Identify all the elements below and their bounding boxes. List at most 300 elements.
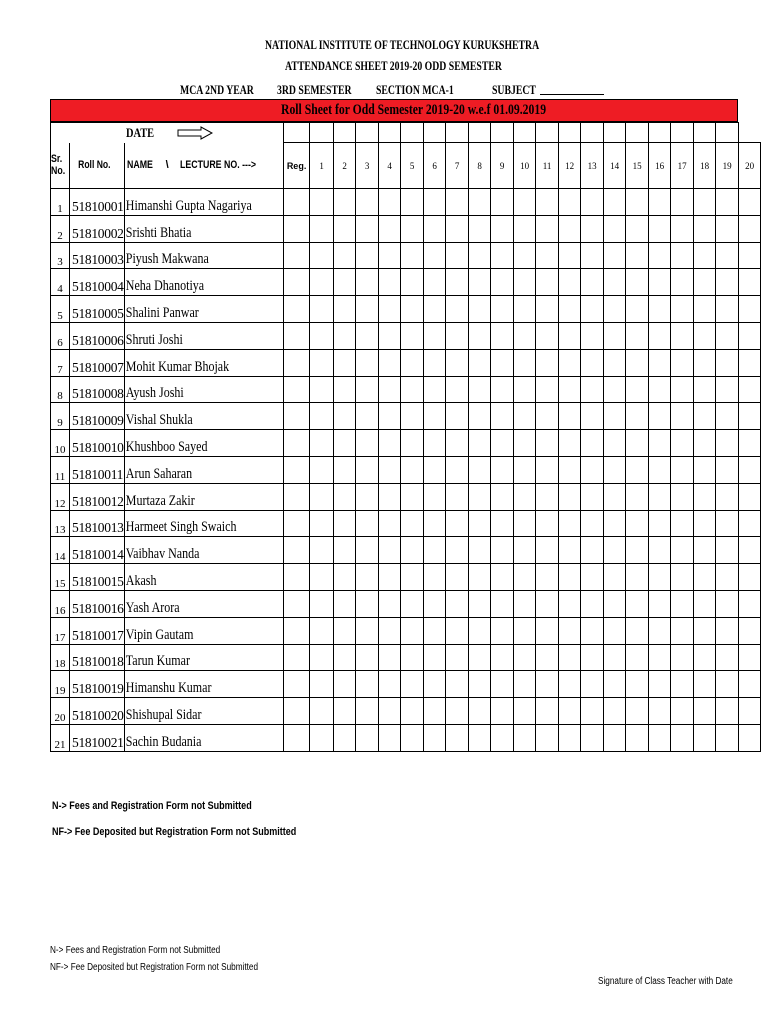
attendance-cell[interactable] [649,564,671,591]
attendance-cell[interactable] [334,242,356,269]
attendance-cell[interactable] [604,483,626,510]
attendance-cell[interactable] [536,456,559,483]
attendance-cell[interactable] [310,724,334,751]
attendance-cell[interactable] [491,215,514,242]
attendance-cell[interactable] [649,403,671,430]
attendance-cell[interactable] [491,189,514,216]
attendance-cell[interactable] [334,189,356,216]
attendance-cell[interactable] [581,430,604,457]
attendance-cell[interactable] [671,564,694,591]
attendance-cell[interactable] [694,510,716,537]
attendance-cell[interactable] [649,590,671,617]
attendance-cell[interactable] [446,215,469,242]
attendance-cell[interactable] [469,510,491,537]
attendance-cell[interactable] [694,269,716,296]
attendance-cell[interactable] [334,671,356,698]
attendance-cell[interactable] [581,189,604,216]
attendance-cell[interactable] [626,537,649,564]
attendance-cell[interactable] [536,269,559,296]
attendance-cell[interactable] [671,189,694,216]
attendance-cell[interactable] [716,564,739,591]
attendance-cell[interactable] [559,322,581,349]
attendance-cell[interactable] [514,215,536,242]
attendance-cell[interactable] [559,564,581,591]
attendance-cell[interactable] [446,349,469,376]
attendance-cell[interactable] [401,322,424,349]
attendance-cell[interactable] [716,349,739,376]
attendance-cell[interactable] [401,537,424,564]
attendance-cell[interactable] [424,403,446,430]
attendance-cell[interactable] [469,698,491,725]
attendance-cell[interactable] [491,456,514,483]
attendance-cell[interactable] [356,510,379,537]
attendance-cell[interactable] [446,322,469,349]
attendance-cell[interactable] [649,215,671,242]
attendance-cell[interactable] [671,510,694,537]
attendance-cell[interactable] [310,322,334,349]
attendance-cell[interactable] [559,644,581,671]
attendance-cell[interactable] [694,644,716,671]
attendance-cell[interactable] [536,617,559,644]
attendance-cell[interactable] [694,322,716,349]
attendance-cell[interactable] [739,349,761,376]
attendance-cell[interactable] [716,537,739,564]
attendance-cell[interactable] [446,617,469,644]
attendance-cell[interactable] [379,510,401,537]
attendance-cell[interactable] [536,724,559,751]
attendance-cell[interactable] [401,215,424,242]
attendance-cell[interactable] [356,564,379,591]
reg-cell[interactable] [284,376,310,403]
attendance-cell[interactable] [491,537,514,564]
reg-cell[interactable] [284,537,310,564]
attendance-cell[interactable] [446,403,469,430]
attendance-cell[interactable] [559,430,581,457]
attendance-cell[interactable] [491,376,514,403]
attendance-cell[interactable] [649,698,671,725]
attendance-cell[interactable] [379,644,401,671]
attendance-cell[interactable] [379,269,401,296]
attendance-cell[interactable] [671,403,694,430]
attendance-cell[interactable] [626,724,649,751]
attendance-cell[interactable] [446,376,469,403]
attendance-cell[interactable] [536,671,559,698]
attendance-cell[interactable] [716,617,739,644]
attendance-cell[interactable] [626,215,649,242]
attendance-cell[interactable] [626,456,649,483]
attendance-cell[interactable] [424,698,446,725]
attendance-cell[interactable] [469,644,491,671]
attendance-cell[interactable] [671,349,694,376]
attendance-cell[interactable] [536,564,559,591]
attendance-cell[interactable] [514,269,536,296]
attendance-cell[interactable] [581,724,604,751]
attendance-cell[interactable] [716,430,739,457]
attendance-cell[interactable] [694,189,716,216]
attendance-cell[interactable] [334,617,356,644]
attendance-cell[interactable] [379,376,401,403]
attendance-cell[interactable] [626,269,649,296]
attendance-cell[interactable] [310,564,334,591]
attendance-cell[interactable] [334,349,356,376]
attendance-cell[interactable] [604,403,626,430]
attendance-cell[interactable] [559,671,581,698]
attendance-cell[interactable] [694,349,716,376]
attendance-cell[interactable] [514,242,536,269]
attendance-cell[interactable] [514,296,536,323]
attendance-cell[interactable] [514,483,536,510]
attendance-cell[interactable] [446,269,469,296]
attendance-cell[interactable] [716,376,739,403]
attendance-cell[interactable] [559,376,581,403]
attendance-cell[interactable] [491,724,514,751]
attendance-cell[interactable] [469,724,491,751]
attendance-cell[interactable] [604,698,626,725]
reg-cell[interactable] [284,403,310,430]
attendance-cell[interactable] [671,724,694,751]
attendance-cell[interactable] [491,671,514,698]
attendance-cell[interactable] [604,590,626,617]
attendance-cell[interactable] [334,510,356,537]
attendance-cell[interactable] [379,617,401,644]
attendance-cell[interactable] [536,590,559,617]
attendance-cell[interactable] [401,269,424,296]
attendance-cell[interactable] [716,296,739,323]
attendance-cell[interactable] [469,483,491,510]
attendance-cell[interactable] [491,403,514,430]
attendance-cell[interactable] [649,189,671,216]
attendance-cell[interactable] [401,349,424,376]
attendance-cell[interactable] [514,617,536,644]
attendance-cell[interactable] [310,349,334,376]
attendance-cell[interactable] [356,698,379,725]
attendance-cell[interactable] [424,189,446,216]
attendance-cell[interactable] [379,564,401,591]
attendance-cell[interactable] [671,617,694,644]
attendance-cell[interactable] [514,322,536,349]
attendance-cell[interactable] [694,724,716,751]
attendance-cell[interactable] [356,215,379,242]
attendance-cell[interactable] [559,215,581,242]
attendance-cell[interactable] [626,483,649,510]
attendance-cell[interactable] [581,215,604,242]
attendance-cell[interactable] [581,349,604,376]
attendance-cell[interactable] [446,671,469,698]
attendance-cell[interactable] [310,617,334,644]
attendance-cell[interactable] [356,724,379,751]
attendance-cell[interactable] [356,617,379,644]
attendance-cell[interactable] [310,189,334,216]
attendance-cell[interactable] [424,242,446,269]
attendance-cell[interactable] [334,724,356,751]
reg-cell[interactable] [284,296,310,323]
attendance-cell[interactable] [649,671,671,698]
reg-cell[interactable] [284,349,310,376]
attendance-cell[interactable] [716,322,739,349]
attendance-cell[interactable] [356,322,379,349]
attendance-cell[interactable] [716,671,739,698]
attendance-cell[interactable] [469,430,491,457]
attendance-cell[interactable] [469,403,491,430]
attendance-cell[interactable] [379,430,401,457]
attendance-cell[interactable] [694,671,716,698]
attendance-cell[interactable] [356,483,379,510]
attendance-cell[interactable] [401,590,424,617]
attendance-cell[interactable] [671,590,694,617]
attendance-cell[interactable] [334,403,356,430]
attendance-cell[interactable] [310,215,334,242]
attendance-cell[interactable] [694,242,716,269]
attendance-cell[interactable] [739,430,761,457]
attendance-cell[interactable] [694,456,716,483]
attendance-cell[interactable] [491,349,514,376]
attendance-cell[interactable] [334,430,356,457]
attendance-cell[interactable] [581,590,604,617]
attendance-cell[interactable] [491,698,514,725]
attendance-cell[interactable] [581,617,604,644]
attendance-cell[interactable] [514,590,536,617]
attendance-cell[interactable] [491,510,514,537]
attendance-cell[interactable] [334,537,356,564]
attendance-cell[interactable] [739,296,761,323]
attendance-cell[interactable] [739,456,761,483]
attendance-cell[interactable] [310,403,334,430]
attendance-cell[interactable] [379,724,401,751]
attendance-cell[interactable] [310,376,334,403]
attendance-cell[interactable] [469,456,491,483]
attendance-cell[interactable] [671,296,694,323]
attendance-cell[interactable] [604,189,626,216]
attendance-cell[interactable] [716,644,739,671]
attendance-cell[interactable] [514,671,536,698]
attendance-cell[interactable] [469,617,491,644]
attendance-cell[interactable] [379,483,401,510]
attendance-cell[interactable] [581,671,604,698]
attendance-cell[interactable] [514,376,536,403]
attendance-cell[interactable] [559,698,581,725]
attendance-cell[interactable] [694,564,716,591]
attendance-cell[interactable] [491,269,514,296]
attendance-cell[interactable] [559,537,581,564]
attendance-cell[interactable] [446,537,469,564]
attendance-cell[interactable] [491,564,514,591]
attendance-cell[interactable] [671,242,694,269]
attendance-cell[interactable] [310,242,334,269]
attendance-cell[interactable] [491,296,514,323]
attendance-cell[interactable] [356,269,379,296]
reg-cell[interactable] [284,215,310,242]
attendance-cell[interactable] [604,376,626,403]
attendance-cell[interactable] [536,403,559,430]
reg-cell[interactable] [284,456,310,483]
attendance-cell[interactable] [694,617,716,644]
attendance-cell[interactable] [649,376,671,403]
reg-cell[interactable] [284,269,310,296]
attendance-cell[interactable] [739,215,761,242]
attendance-cell[interactable] [401,403,424,430]
attendance-cell[interactable] [649,349,671,376]
attendance-cell[interactable] [671,269,694,296]
attendance-cell[interactable] [446,483,469,510]
attendance-cell[interactable] [626,590,649,617]
attendance-cell[interactable] [379,403,401,430]
attendance-cell[interactable] [424,483,446,510]
attendance-cell[interactable] [536,537,559,564]
attendance-cell[interactable] [356,644,379,671]
attendance-cell[interactable] [604,617,626,644]
attendance-cell[interactable] [626,189,649,216]
attendance-cell[interactable] [536,349,559,376]
attendance-cell[interactable] [379,698,401,725]
attendance-cell[interactable] [694,403,716,430]
attendance-cell[interactable] [424,590,446,617]
attendance-cell[interactable] [581,322,604,349]
attendance-cell[interactable] [469,590,491,617]
attendance-cell[interactable] [604,296,626,323]
attendance-cell[interactable] [649,483,671,510]
attendance-cell[interactable] [716,590,739,617]
attendance-cell[interactable] [401,483,424,510]
attendance-cell[interactable] [310,483,334,510]
attendance-cell[interactable] [356,376,379,403]
attendance-cell[interactable] [649,430,671,457]
attendance-cell[interactable] [469,671,491,698]
attendance-cell[interactable] [604,456,626,483]
attendance-cell[interactable] [424,644,446,671]
attendance-cell[interactable] [694,376,716,403]
attendance-cell[interactable] [716,483,739,510]
reg-cell[interactable] [284,242,310,269]
attendance-cell[interactable] [581,456,604,483]
attendance-cell[interactable] [581,376,604,403]
attendance-cell[interactable] [581,564,604,591]
attendance-cell[interactable] [379,671,401,698]
attendance-cell[interactable] [694,537,716,564]
attendance-cell[interactable] [671,671,694,698]
reg-cell[interactable] [284,671,310,698]
attendance-cell[interactable] [310,698,334,725]
attendance-cell[interactable] [469,269,491,296]
attendance-cell[interactable] [356,189,379,216]
attendance-cell[interactable] [491,322,514,349]
attendance-cell[interactable] [514,403,536,430]
attendance-cell[interactable] [694,296,716,323]
attendance-cell[interactable] [739,189,761,216]
attendance-cell[interactable] [671,698,694,725]
attendance-cell[interactable] [401,189,424,216]
attendance-cell[interactable] [334,564,356,591]
attendance-cell[interactable] [559,242,581,269]
attendance-cell[interactable] [356,242,379,269]
attendance-cell[interactable] [626,242,649,269]
attendance-cell[interactable] [310,510,334,537]
attendance-cell[interactable] [694,698,716,725]
attendance-cell[interactable] [469,242,491,269]
attendance-cell[interactable] [446,510,469,537]
reg-cell[interactable] [284,430,310,457]
attendance-cell[interactable] [649,537,671,564]
attendance-cell[interactable] [310,590,334,617]
attendance-cell[interactable] [424,564,446,591]
attendance-cell[interactable] [310,296,334,323]
attendance-cell[interactable] [334,483,356,510]
attendance-cell[interactable] [581,242,604,269]
attendance-cell[interactable] [424,724,446,751]
attendance-cell[interactable] [604,564,626,591]
attendance-cell[interactable] [581,644,604,671]
attendance-cell[interactable] [379,537,401,564]
attendance-cell[interactable] [401,296,424,323]
attendance-cell[interactable] [716,242,739,269]
attendance-cell[interactable] [536,483,559,510]
attendance-cell[interactable] [559,296,581,323]
attendance-cell[interactable] [401,698,424,725]
attendance-cell[interactable] [401,456,424,483]
attendance-cell[interactable] [671,430,694,457]
attendance-cell[interactable] [581,269,604,296]
attendance-cell[interactable] [536,189,559,216]
attendance-cell[interactable] [491,483,514,510]
attendance-cell[interactable] [491,430,514,457]
attendance-cell[interactable] [424,269,446,296]
attendance-cell[interactable] [424,349,446,376]
attendance-cell[interactable] [310,644,334,671]
attendance-cell[interactable] [334,698,356,725]
attendance-cell[interactable] [671,215,694,242]
attendance-cell[interactable] [739,403,761,430]
attendance-cell[interactable] [559,510,581,537]
attendance-cell[interactable] [716,456,739,483]
attendance-cell[interactable] [334,376,356,403]
attendance-cell[interactable] [559,590,581,617]
attendance-cell[interactable] [559,403,581,430]
attendance-cell[interactable] [581,403,604,430]
attendance-cell[interactable] [334,269,356,296]
attendance-cell[interactable] [739,724,761,751]
attendance-cell[interactable] [424,322,446,349]
attendance-cell[interactable] [310,671,334,698]
reg-cell[interactable] [284,322,310,349]
attendance-cell[interactable] [334,456,356,483]
attendance-cell[interactable] [356,430,379,457]
attendance-cell[interactable] [626,510,649,537]
attendance-cell[interactable] [604,537,626,564]
attendance-cell[interactable] [649,242,671,269]
attendance-cell[interactable] [514,510,536,537]
attendance-cell[interactable] [739,537,761,564]
attendance-cell[interactable] [401,564,424,591]
attendance-cell[interactable] [356,349,379,376]
attendance-cell[interactable] [334,322,356,349]
attendance-cell[interactable] [739,510,761,537]
attendance-cell[interactable] [716,215,739,242]
attendance-cell[interactable] [604,349,626,376]
attendance-cell[interactable] [491,617,514,644]
attendance-cell[interactable] [671,537,694,564]
attendance-cell[interactable] [649,644,671,671]
attendance-cell[interactable] [514,430,536,457]
attendance-cell[interactable] [469,376,491,403]
attendance-cell[interactable] [559,349,581,376]
attendance-cell[interactable] [739,698,761,725]
attendance-cell[interactable] [379,349,401,376]
attendance-cell[interactable] [649,724,671,751]
attendance-cell[interactable] [424,671,446,698]
attendance-cell[interactable] [356,671,379,698]
attendance-cell[interactable] [626,644,649,671]
attendance-cell[interactable] [401,671,424,698]
attendance-cell[interactable] [446,430,469,457]
